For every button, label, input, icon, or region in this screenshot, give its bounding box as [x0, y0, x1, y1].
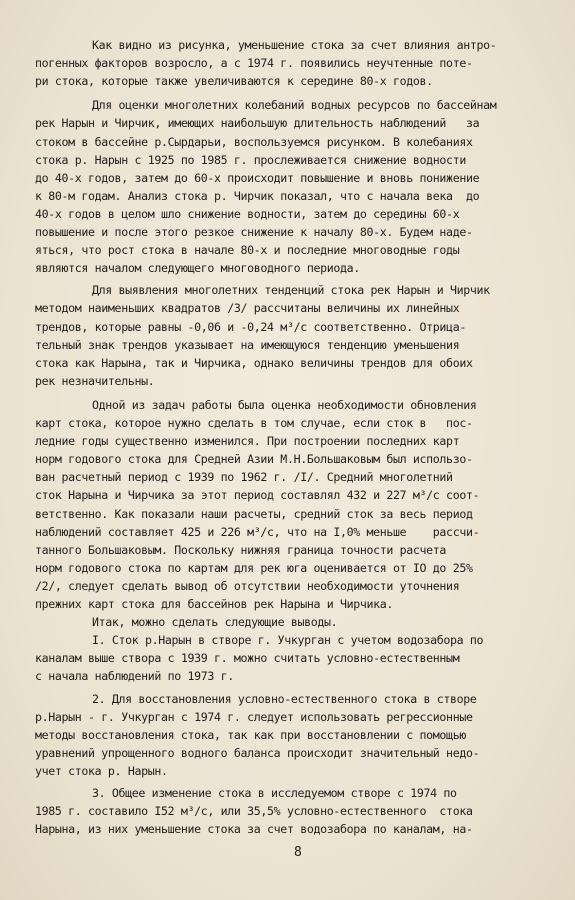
text-line: рек Нарын и Чирчик, имеющих наибольшую длительность наблюдений за	[35, 116, 480, 131]
text-line: /2/, следует сделать вывод об отсутствии необходимости уточнения	[35, 578, 460, 593]
text-line: ван расчетный период с 1939 по 1962 г. /I/. Средний многолетний	[35, 470, 453, 485]
text-line: сток Нарына и Чирчика за этот период составлял 432 и 227 м³/с соот-	[35, 488, 480, 503]
text-line: танного Большаковым. Поскольку нижняя граница точности расчета	[35, 542, 447, 557]
text-line: к 80-м годам. Анализ стока р. Чирчик показал, что с начала века до	[35, 188, 480, 203]
text-line: 2. Для восстановления условно-естественного стока в створе	[92, 691, 477, 706]
text-line: стоком в бассейне р.Сырдарьи, воспользуемся рисунком. В колебаниях	[35, 134, 473, 149]
text-line: тельный знак трендов указывает на имеющуюся тенденцию уменьшения	[35, 337, 460, 352]
text-line: ледние годы существенно изменился. При построении последних карт	[35, 434, 460, 449]
text-line: р.Нарын - г. Учкурган с 1974 г. следует использовать регрессионные	[35, 709, 473, 724]
text-line: 40-х годов в целом шло снижение водности, затем до середины 60-х	[35, 206, 460, 221]
text-line: норм годового стока для Средней Азии М.Н.Большаковым был использо-	[35, 452, 473, 467]
text-line: Для оценки многолетних колебаний водных ресурсов по бассейнам	[92, 98, 497, 113]
text-line: погенных факторов возросло, а с 1974 г. появились неучтенные поте-	[35, 56, 473, 71]
page-number: 8	[294, 845, 302, 860]
text-line: ри стока, которые также увеличиваются к середине 80-х годов.	[35, 74, 433, 89]
text-line: повышение и после этого резкое снижение к началу 80-х. Будем наде-	[35, 225, 473, 239]
text-line: уравнений упрощенного водного баланса происходит значительный недо-	[35, 745, 480, 760]
text-line: трендов, которые равны -0,06 и -0,24 м³/с соответственно. Отрица-	[35, 319, 466, 334]
text-line: методы восстановления стока, так как при восстановлении с помощью	[35, 727, 466, 742]
text-line: являются началом следующего многоводного периода.	[35, 261, 360, 276]
text-line: стока как Нарына, так и Чирчика, однако величины трендов для обоих	[35, 355, 473, 370]
text-line: методом наименьших квадратов /3/ рассчитаны величины их линейных	[35, 301, 460, 316]
text-line: Как видно из рисунка, уменьшение стока за счет влияния антро-	[92, 38, 497, 52]
text-line: 1985 г. составило I52 м³/с, или 35,5% условно-естественного стока	[35, 804, 473, 819]
text-line: Нарына, из них уменьшение стока за счет водозабора по каналам, на-	[35, 822, 473, 837]
text-line: стока р. Нарын с 1925 по 1985 г. прослеживается снижение водности	[35, 152, 466, 167]
text-line: яться, что рост стока в начале 80-х и последние многоводные годы	[35, 243, 460, 258]
text-line: I. Сток р.Нарын в створе г. Учкурган с учетом водозабора по	[92, 633, 484, 648]
text-line: с начала наблюдений по 1973 г.	[35, 669, 234, 684]
text-line: ветственно. Как показали наши расчеты, средний сток за весь период	[35, 506, 473, 521]
text-line: каналам выше створа с 1939 г. можно считать условно-естественным	[35, 651, 460, 666]
text-line: Итак, можно сделать следующие выводы.	[92, 615, 338, 630]
text-line: рек незначительны.	[35, 373, 155, 388]
text-line: 3. Общее изменение стока в исследуемом створе с 1974 по	[92, 786, 457, 800]
text-line: карт стока, которое нужно сделать в том случае, если сток в пос-	[35, 416, 473, 430]
text-line: учет стока р. Нарын.	[35, 763, 168, 778]
text-line: до 40-х годов, затем до 60-х происходит повышение и вновь понижение	[35, 170, 480, 185]
text-line: Для выявления многолетних тенденций стока рек Нарын и Чирчик	[92, 283, 490, 298]
text-line: прежних карт стока для бассейнов рек Нарына и Чирчика.	[35, 597, 394, 611]
text-line: норм годового стока по картам для рек юга оценивается от IO до 25%	[35, 560, 473, 575]
text-line: наблюдений составляет 425 и 226 м³/с, что на I,0% меньше рассчи-	[35, 524, 480, 539]
text-line: Одной из задач работы была оценка необходимости обновления	[92, 397, 477, 412]
